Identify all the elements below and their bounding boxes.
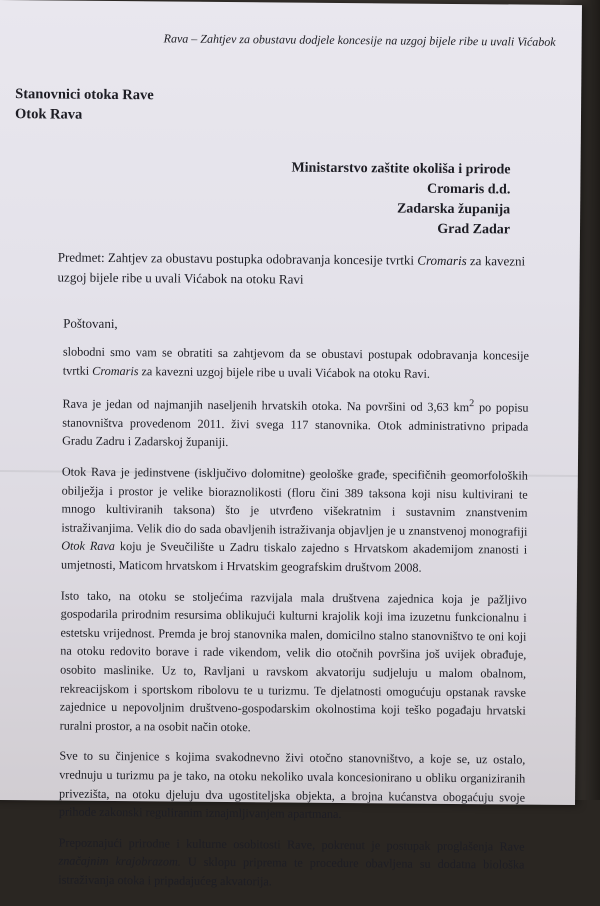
running-header: Rava – Zahtjev za obustavu dodjele koncesije na uzgoj bijele ribe u uvali Vićabok bbox=[163, 31, 556, 49]
subject-text-before: Zahtjev za obustavu postupka odobravanja koncesije tvrtki bbox=[107, 249, 415, 268]
greeting: Poštovani, bbox=[63, 315, 118, 332]
p1-company: Cromaris bbox=[92, 363, 139, 378]
p1-text-b: za kavezni uzgoj bijele ribe u uvali Vićabok na otoku Ravi. bbox=[141, 363, 431, 381]
p6-text-a: Prepoznajući prirodne i kulturne osobitosti Rave, pokrenut je postupak proglašenja Rave bbox=[58, 835, 525, 854]
p2-superscript: 2 bbox=[469, 398, 475, 410]
subject-line bbox=[57, 248, 527, 292]
recipient-county: Zadarska županija bbox=[396, 201, 511, 218]
p3-text-a: Otok Rava je jedinstvene (isključivo dolomitne) geološke građe, specifičnih geomorfoloških obilježja i prostor je velike bioraznolikosti (floru čini 389 taksona koji nisu kultivirani te mnogo kultiviranih taksona) što je utvrđeno višekratnim i sustavnim znanstvenim istraživanjima. Velik dio do sada obavljenih istraživanja objavljen je u znanstvenoj monografiji bbox=[61, 464, 528, 539]
paragraph-3 bbox=[61, 463, 528, 579]
p3-book-title: Otok Rava bbox=[61, 538, 116, 554]
subject-company: Cromaris bbox=[417, 252, 467, 269]
p1-text-a: slobodni smo vam se obratiti sa zahtjevom da se obustavi postupak odobravanja koncesije tvrtki bbox=[62, 344, 529, 378]
recipient-company: Cromaris d.d. bbox=[426, 181, 511, 198]
paragraph-6 bbox=[58, 833, 524, 893]
subject-label: Predmet: bbox=[57, 249, 105, 265]
paragraph-1 bbox=[63, 343, 529, 384]
p6-emphasis: značajnim krajobrazom. bbox=[58, 853, 181, 869]
p2-text-a: Rava je jedan od najmanjih naseljenih hrvatskih otoka. Na površini od 3,63 km bbox=[62, 396, 470, 415]
sender-name: Stanovnici otoka Rave bbox=[15, 86, 154, 104]
subject-text-after: za kavezni uzgoj bijele ribe u uvali Vićabok na otoku Ravi bbox=[57, 253, 526, 287]
letter-body bbox=[58, 343, 529, 906]
sender-place: Otok Rava bbox=[14, 106, 83, 123]
recipient-ministry: Ministarstvo zaštite okoliša i prirode bbox=[291, 160, 511, 178]
paragraph-4: Isto tako, na otoku se stoljećima razvijala mala društvena zajednica koja je pažljivo gospodarila prirodnim resursima oblikujući kulturni krajolik koji ima izuzetnu funkcionalnu i estetsku vrijednost. Premda je broj stanovnika malen, domicilno stalno stanovništvo te oni koji na otoku redovito borave i rade vikendom, velik dio otočnih površina još uvijek obrađuje, osobito maslinike. Uz to, Ravljani u ravskom akvatoriju sudjeluju u malom obalnom, rekreacijskom i sportskom ribolovu te u turizmu. Te djelatnosti omogućuju opstanak ravske zajednice u nepovoljnim društveno-gospodarskim okolnostima koji teško pogađaju hrvatski ruralni prostor, a na osobit način otoke. bbox=[59, 588, 527, 734]
paragraph-2 bbox=[62, 392, 528, 455]
p3-text-b: koju je Sveučilište u Zadru tiskalo zajedno s Hrvatskom akademijom znanosti i umjetnosti, Maticom hrvatskom i Hrvatskim geografskim društvom 2008. bbox=[61, 539, 528, 575]
p6-text-b: U sklopu priprema te procedure obavljena su dodatna biološka istraživanja otoka i pripadajućeg akvatorija. bbox=[58, 854, 525, 889]
recipient-block bbox=[291, 159, 511, 241]
paragraph-5: Sve to su činjenice s kojima svakodnevno živi otočno stanovništvo, a koje se, uz ostalo, vrednuju u turizmu pa je tako, na otoku nekoliko uvala koncesionirano u obliku organiziranih privezišta, na otoku djeluju dva ugostiteljska objekta, a brojna kućanstva obogaćuju svoje prihode zakonski reguliranim iznajmljivanjem apartmana. bbox=[58, 748, 526, 822]
p2-text-b: po popisu stanovništva provedenom 2011. živi svega 117 stanovnika. Otok administrativno pripada Gradu Zadru i Zadarskoj županiji. bbox=[62, 400, 529, 450]
sender-block bbox=[15, 84, 154, 125]
recipient-city: Grad Zadar bbox=[437, 221, 511, 238]
